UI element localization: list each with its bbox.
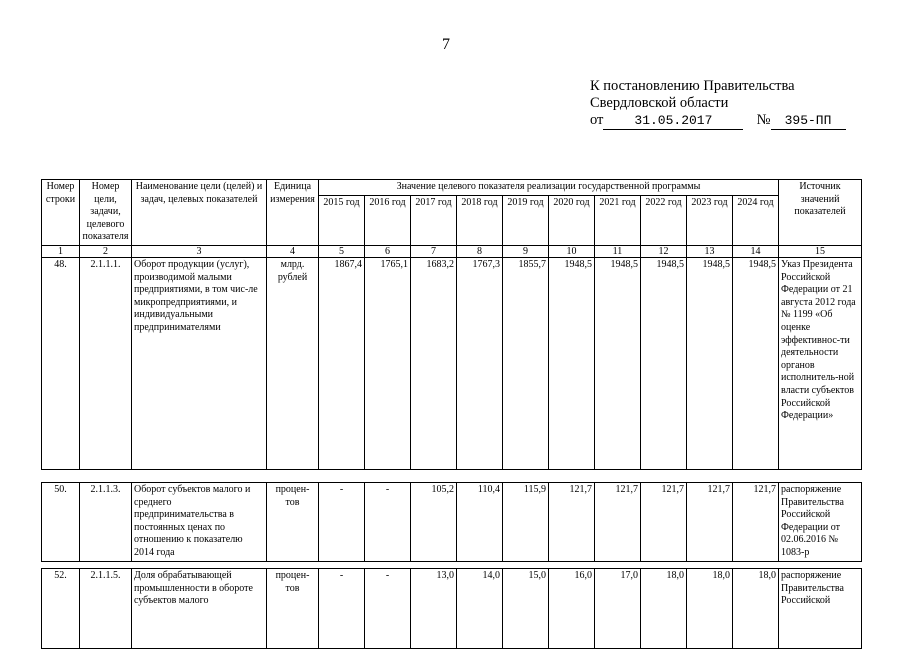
value-cell: 121,7: [641, 483, 687, 562]
goal-code: 2.1.1.5.: [80, 569, 132, 649]
value-cell: 1948,5: [687, 257, 733, 469]
column-number-row: [42, 245, 862, 257]
value-cell: -: [365, 569, 411, 649]
col-header-year: 2022 год: [641, 195, 687, 245]
table-row: [42, 257, 862, 469]
indicators-table-part-1: [41, 179, 862, 470]
col-number: 4: [267, 245, 319, 257]
goal-code: 2.1.1.1.: [80, 257, 132, 469]
value-cell: 121,7: [549, 483, 595, 562]
col-header-values-group: Значение целевого показателя реализации государственной программы: [319, 180, 779, 196]
value-cell: 105,2: [411, 483, 457, 562]
value-cell: 15,0: [503, 569, 549, 649]
col-header-row-num: Номер строки: [42, 180, 80, 246]
header-date-line: [590, 112, 846, 130]
source-cell: Указ Президента Российской Федерации от 21 августа 2012 года № 1199 «Об оценке эффективнос-ти деятельности органов исполнитель-ной власти субъектов Российской Федерации»: [779, 257, 862, 469]
source-cell: распоряжение Правительства Российской: [779, 569, 862, 649]
value-cell: 1867,4: [319, 257, 365, 469]
value-cell: -: [319, 483, 365, 562]
value-cell: 110,4: [457, 483, 503, 562]
indicator-name: Оборот субъектов малого и среднего предпринимательства в постоянных ценах по отношению к показателю 2014 года: [132, 483, 267, 562]
table-row: [42, 569, 862, 649]
col-header-year: 2016 год: [365, 195, 411, 245]
unit: процен-тов: [267, 483, 319, 562]
col-number: 13: [687, 245, 733, 257]
value-cell: -: [365, 483, 411, 562]
value-cell: 17,0: [595, 569, 641, 649]
indicators-table-part-3: [41, 568, 862, 649]
value-cell: 14,0: [457, 569, 503, 649]
header-number: 395-ПП: [771, 112, 846, 130]
resolution-header: [590, 78, 846, 130]
col-number: 10: [549, 245, 595, 257]
value-cell: 121,7: [595, 483, 641, 562]
unit: млрд. рублей: [267, 257, 319, 469]
col-number: 7: [411, 245, 457, 257]
value-cell: 1767,3: [457, 257, 503, 469]
value-cell: 1855,7: [503, 257, 549, 469]
col-number: 6: [365, 245, 411, 257]
col-header-year: 2015 год: [319, 195, 365, 245]
goal-code: 2.1.1.3.: [80, 483, 132, 562]
header-date: 31.05.2017: [603, 112, 743, 130]
value-cell: 1948,5: [641, 257, 687, 469]
unit: процен-тов: [267, 569, 319, 649]
header-line-1: К постановлению Правительства: [590, 78, 795, 94]
indicator-name: Оборот продукции (услуг), производимой малыми предприятиями, в том чис-ле микропредприятиями, и индивидуальными предпринимателями: [132, 257, 267, 469]
col-number: 1: [42, 245, 80, 257]
page-number: 7: [442, 36, 450, 53]
indicator-name: Доля обрабатывающей промышленности в обороте субъектов малого: [132, 569, 267, 649]
col-header-year: 2023 год: [687, 195, 733, 245]
col-header-year: 2019 год: [503, 195, 549, 245]
header-from-label: от: [590, 112, 604, 128]
col-number: 8: [457, 245, 503, 257]
table-row: [42, 483, 862, 562]
col-header-name: Наименование цели (целей) и задач, целевых показателей: [132, 180, 267, 246]
col-header-year: 2018 год: [457, 195, 503, 245]
col-header-source: Источник значений показателей: [779, 180, 862, 246]
col-header-year: 2017 год: [411, 195, 457, 245]
col-number: 2: [80, 245, 132, 257]
col-number: 14: [733, 245, 779, 257]
header-line-2: Свердловской области: [590, 95, 729, 111]
header-number-label: №: [756, 112, 771, 128]
col-header-unit: Единица измерения: [267, 180, 319, 246]
row-number: 50.: [42, 483, 80, 562]
col-number: 15: [779, 245, 862, 257]
value-cell: 1948,5: [595, 257, 641, 469]
source-cell: распоряжение Правительства Российской Федерации от 02.06.2016 № 1083-р: [779, 483, 862, 562]
value-cell: 121,7: [687, 483, 733, 562]
value-cell: 16,0: [549, 569, 595, 649]
value-cell: 1765,1: [365, 257, 411, 469]
col-header-year: 2021 год: [595, 195, 641, 245]
value-cell: 115,9: [503, 483, 549, 562]
col-number: 11: [595, 245, 641, 257]
value-cell: -: [319, 569, 365, 649]
col-header-year: 2024 год: [733, 195, 779, 245]
col-number: 5: [319, 245, 365, 257]
value-cell: 13,0: [411, 569, 457, 649]
value-cell: 1948,5: [733, 257, 779, 469]
value-cell: 18,0: [733, 569, 779, 649]
col-header-year: 2020 год: [549, 195, 595, 245]
value-cell: 18,0: [687, 569, 733, 649]
value-cell: 1948,5: [549, 257, 595, 469]
col-number: 9: [503, 245, 549, 257]
col-header-goal-num: Номер цели, задачи, целевого показателя: [80, 180, 132, 246]
indicators-table-part-2: [41, 482, 862, 562]
col-number: 3: [132, 245, 267, 257]
value-cell: 1683,2: [411, 257, 457, 469]
value-cell: 121,7: [733, 483, 779, 562]
value-cell: 18,0: [641, 569, 687, 649]
row-number: 48.: [42, 257, 80, 469]
col-number: 12: [641, 245, 687, 257]
row-number: 52.: [42, 569, 80, 649]
